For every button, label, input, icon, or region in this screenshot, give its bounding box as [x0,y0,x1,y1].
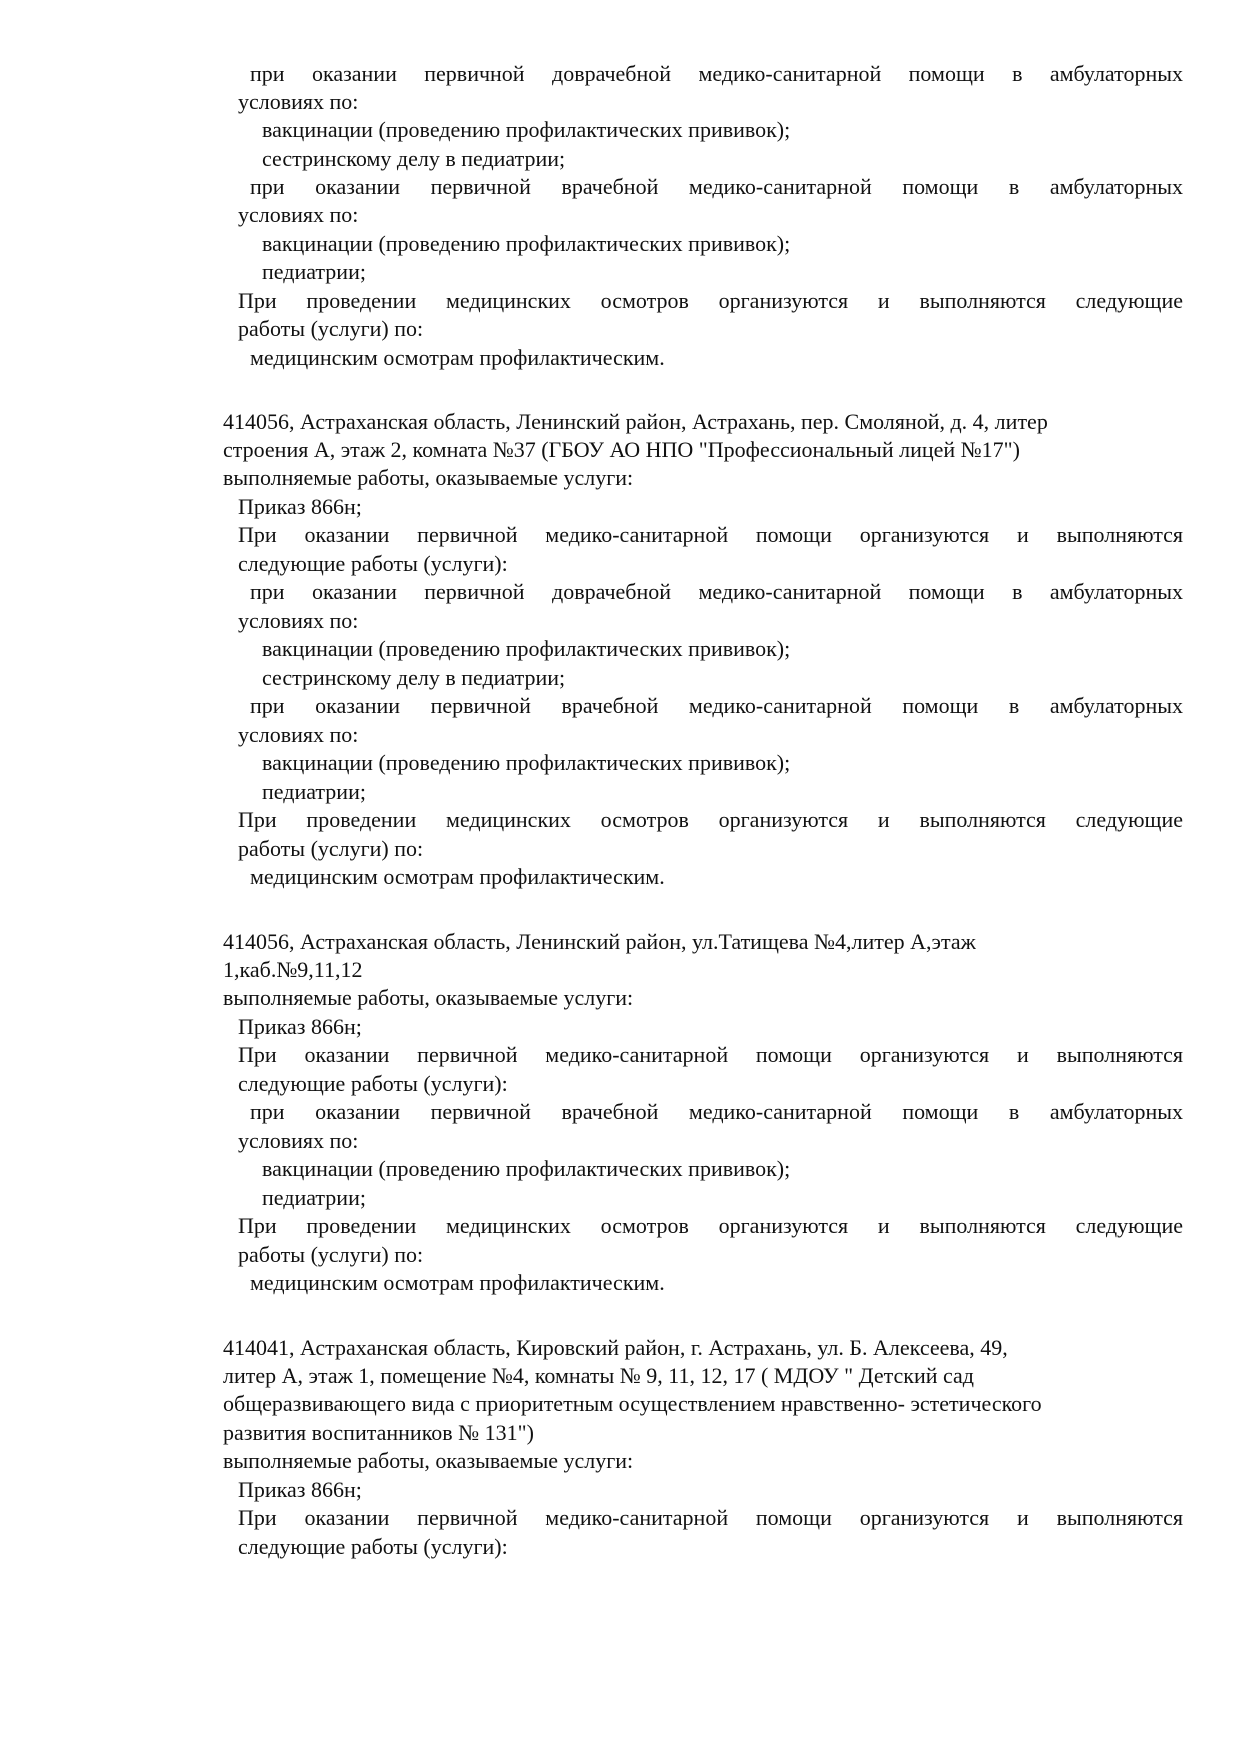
text-line: сестринскому делу в педиатрии; [262,665,566,690]
address-line: 414041, Астраханская область, Кировский район, г. Астрахань, ул. Б. Алексеева, 49, [223,1335,1008,1360]
text-line: педиатрии; [262,779,366,804]
text-line: медицинским осмотрам профилактическим. [250,345,665,370]
text-line: При проведении медицинских осмотров организуются и выполняются следующие [238,288,1183,313]
address-line: развития воспитанников № 131") [223,1420,534,1445]
text-line: педиатрии; [262,1185,366,1210]
address-line: 1,каб.№9,11,12 [223,957,363,982]
text-line: при оказании первичной врачебной медико-санитарной помощи в амбулаторных [250,174,1183,199]
text-line: вакцинации (проведению профилактических прививок); [262,750,791,775]
text-line: сестринскому делу в педиатрии; [262,146,566,171]
text-line: медицинским осмотрам профилактическим. [250,864,665,889]
order-line: Приказ 866н; [238,1477,362,1502]
text-line: При оказании первичной медико-санитарной помощи организуются и выполняются [238,1042,1183,1067]
text-line: При оказании первичной медико-санитарной помощи организуются и выполняются [238,522,1183,547]
text-line: условиях по: [238,722,359,747]
text-line: следующие работы (услуги): [238,1534,508,1559]
text-line: при оказании первичной врачебной медико-санитарной помощи в амбулаторных [250,693,1183,718]
order-line: Приказ 866н; [238,494,362,519]
services-label: выполняемые работы, оказываемые услуги: [223,465,634,490]
order-line: Приказ 866н; [238,1014,362,1039]
address-line: строения А, этаж 2, комната №37 (ГБОУ АО НПО "Профессиональный лицей №17") [223,437,1020,462]
address-line: литер А, этаж 1, помещение №4, комнаты № 9, 11, 12, 17 ( МДОУ " Детский сад [223,1363,974,1388]
text-line: При оказании первичной медико-санитарной помощи организуются и выполняются [238,1505,1183,1530]
text-line: при оказании первичной доврачебной медико-санитарной помощи в амбулаторных [250,61,1183,86]
text-line: вакцинации (проведению профилактических прививок); [262,636,791,661]
address-line: общеразвивающего вида с приоритетным осуществлением нравственно- эстетического [223,1391,1042,1416]
address-line: 414056, Астраханская область, Ленинский район, Астрахань, пер. Смоляной, д. 4, литер [223,409,1048,434]
text-line: работы (услуги) по: [238,316,424,341]
text-line: При проведении медицинских осмотров организуются и выполняются следующие [238,807,1183,832]
text-line: следующие работы (услуги): [238,1071,508,1096]
text-line: работы (услуги) по: [238,1242,424,1267]
address-line: 414056, Астраханская область, Ленинский район, ул.Татищева №4,литер А,этаж [223,929,976,954]
text-line: педиатрии; [262,259,366,284]
text-line: при оказании первичной доврачебной медико-санитарной помощи в амбулаторных [250,579,1183,604]
text-line: медицинским осмотрам профилактическим. [250,1270,665,1295]
text-line: условиях по: [238,1128,359,1153]
text-line: работы (услуги) по: [238,836,424,861]
text-line: условиях по: [238,89,359,114]
text-line: при оказании первичной врачебной медико-санитарной помощи в амбулаторных [250,1099,1183,1124]
text-line: вакцинации (проведению профилактических прививок); [262,231,791,256]
text-line: условиях по: [238,202,359,227]
text-line: вакцинации (проведению профилактических прививок); [262,117,791,142]
text-line: вакцинации (проведению профилактических прививок); [262,1156,791,1181]
text-line: условиях по: [238,608,359,633]
text-line: При проведении медицинских осмотров организуются и выполняются следующие [238,1213,1183,1238]
services-label: выполняемые работы, оказываемые услуги: [223,1448,634,1473]
services-label: выполняемые работы, оказываемые услуги: [223,985,634,1010]
text-line: следующие работы (услуги): [238,551,508,576]
